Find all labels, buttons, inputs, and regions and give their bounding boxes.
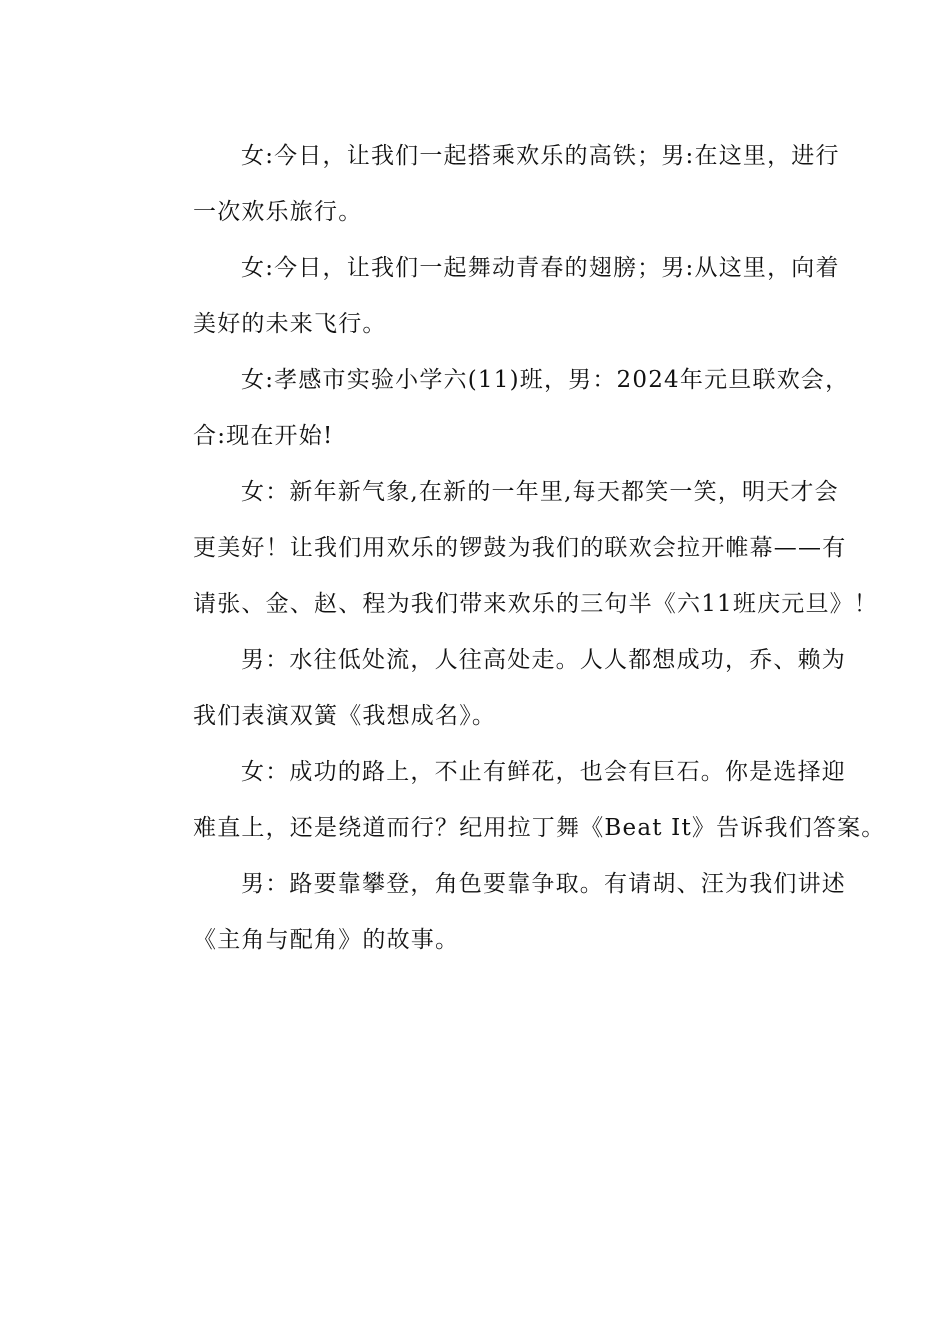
paragraph-line: 合:现在开始! — [193, 423, 334, 449]
paragraph-line: 《主角与配角》的故事。 — [193, 927, 460, 953]
paragraph-line: 女:今日，让我们一起舞动青春的翅膀；男:从这里，向着 — [241, 255, 840, 281]
paragraph-line: 男：水往低处流，人往高处走。人人都想成功，乔、赖为 — [241, 647, 846, 673]
paragraph-line: 难直上，还是绕道而行？纪用拉丁舞《Beat It》告诉我们答案。 — [193, 815, 886, 841]
paragraph-6 — [145, 744, 886, 856]
paragraph-line: 女:今日，让我们一起搭乘欢乐的高铁；男:在这里，进行 — [241, 143, 840, 169]
paragraph-5 — [145, 632, 846, 744]
paragraph-line: 更美好！让我们用欢乐的锣鼓为我们的联欢会拉开帷幕——有 — [193, 535, 847, 561]
paragraph-line: 我们表演双簧《我想成名》。 — [193, 703, 497, 729]
paragraph-2 — [145, 240, 840, 352]
paragraph-line: 女：新年新气象,在新的一年里,每天都笑一笑，明天才会 — [241, 479, 839, 505]
paragraph-line: 一次欢乐旅行。 — [193, 199, 363, 225]
paragraph-7 — [145, 856, 846, 968]
document-body — [145, 128, 886, 968]
paragraph-line: 女:孝感市实验小学六(11)班，男：2024年元旦联欢会， — [241, 367, 850, 393]
paragraph-4 — [145, 464, 879, 632]
paragraph-3 — [145, 352, 850, 464]
paragraph-line: 美好的未来飞行。 — [193, 311, 387, 337]
paragraph-line: 请张、金、赵、程为我们带来欢乐的三句半《六11班庆元旦》！ — [193, 591, 879, 617]
paragraph-line: 男：路要靠攀登，角色要靠争取。有请胡、汪为我们讲述 — [241, 871, 846, 897]
paragraph-1 — [145, 128, 840, 240]
paragraph-line: 女：成功的路上，不止有鲜花，也会有巨石。你是选择迎 — [241, 759, 846, 785]
